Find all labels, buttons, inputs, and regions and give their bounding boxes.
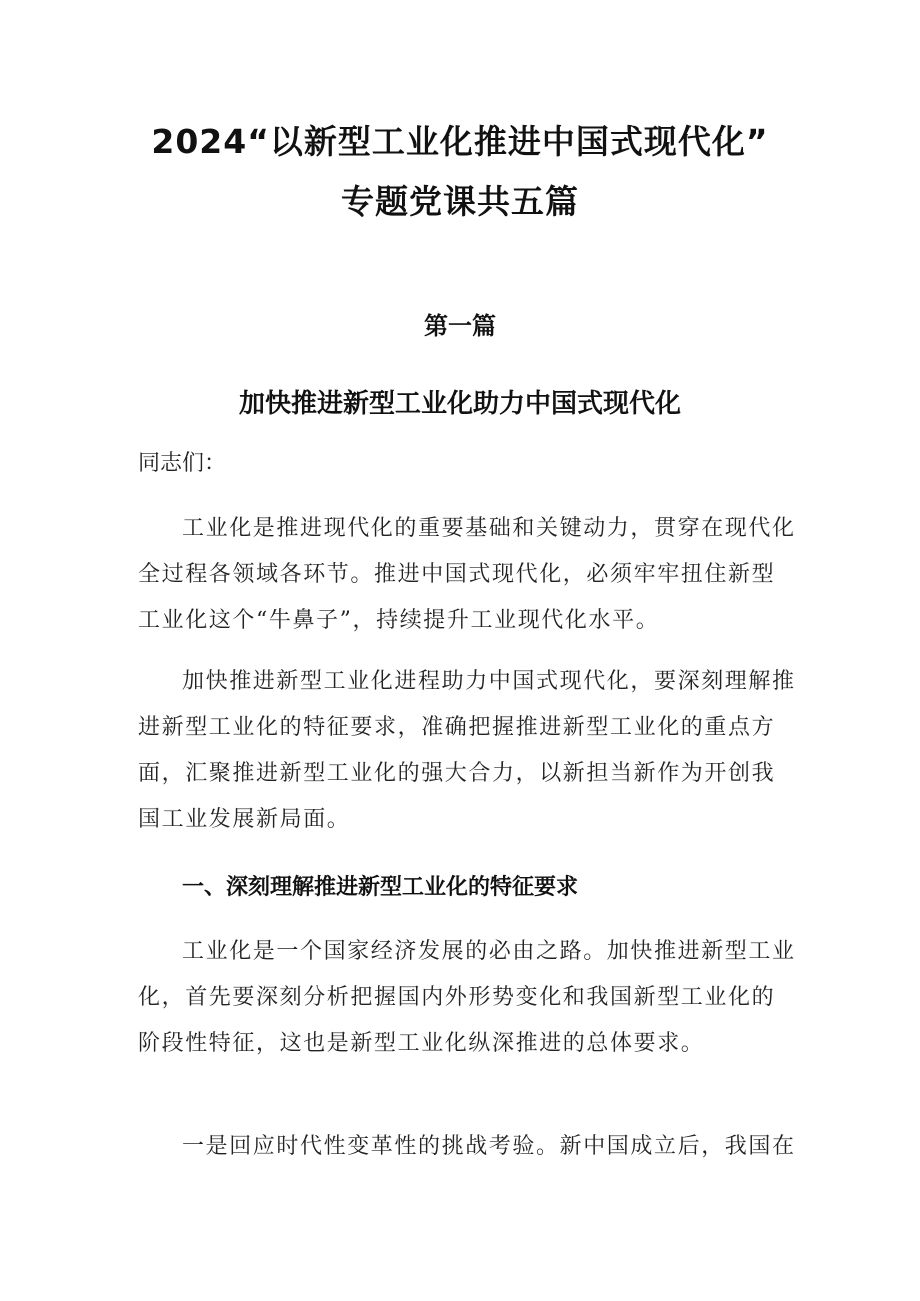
section-paragraph: 工业化是一个国家经济发展的必由之路。加快推进新型工业化，首先要深刻分析把握国内外形势变化和我国新型工业化的阶段性特征，这也是新型工业化纵深推进的总体要求。: [138, 939, 796, 1056]
part-heading: 第一篇: [424, 312, 496, 340]
section-paragraph: 一是回应时代性变革性的挑战考验。新中国成立后，我国在: [182, 1134, 796, 1159]
salutation: 同志们：: [138, 451, 227, 476]
section-heading: 一、深刻理解推进新型工业化的特征要求: [182, 875, 579, 900]
article-title: 加快推进新型工业化助力中国式现代化: [238, 389, 681, 419]
body-paragraph: 加快推进新型工业化进程助力中国式现代化，要深刻理解推进新型工业化的特征要求，准确把握推进新型工业化的重点方面，汇聚推进新型工业化的强大合力，以新担当新作为开创我国工业发展新局面。: [138, 669, 796, 832]
document-title-line-1: 2024“以新型工业化推进中国式现代化”: [151, 122, 769, 161]
document-title-line-2: 专题党课共五篇: [341, 182, 579, 221]
body-paragraph: 工业化是推进现代化的重要基础和关键动力，贯穿在现代化全过程各领域各环节。推进中国式现代化，必须牢牢扭住新型工业化这个“牛鼻子”，持续提升工业现代化水平。: [138, 516, 796, 633]
